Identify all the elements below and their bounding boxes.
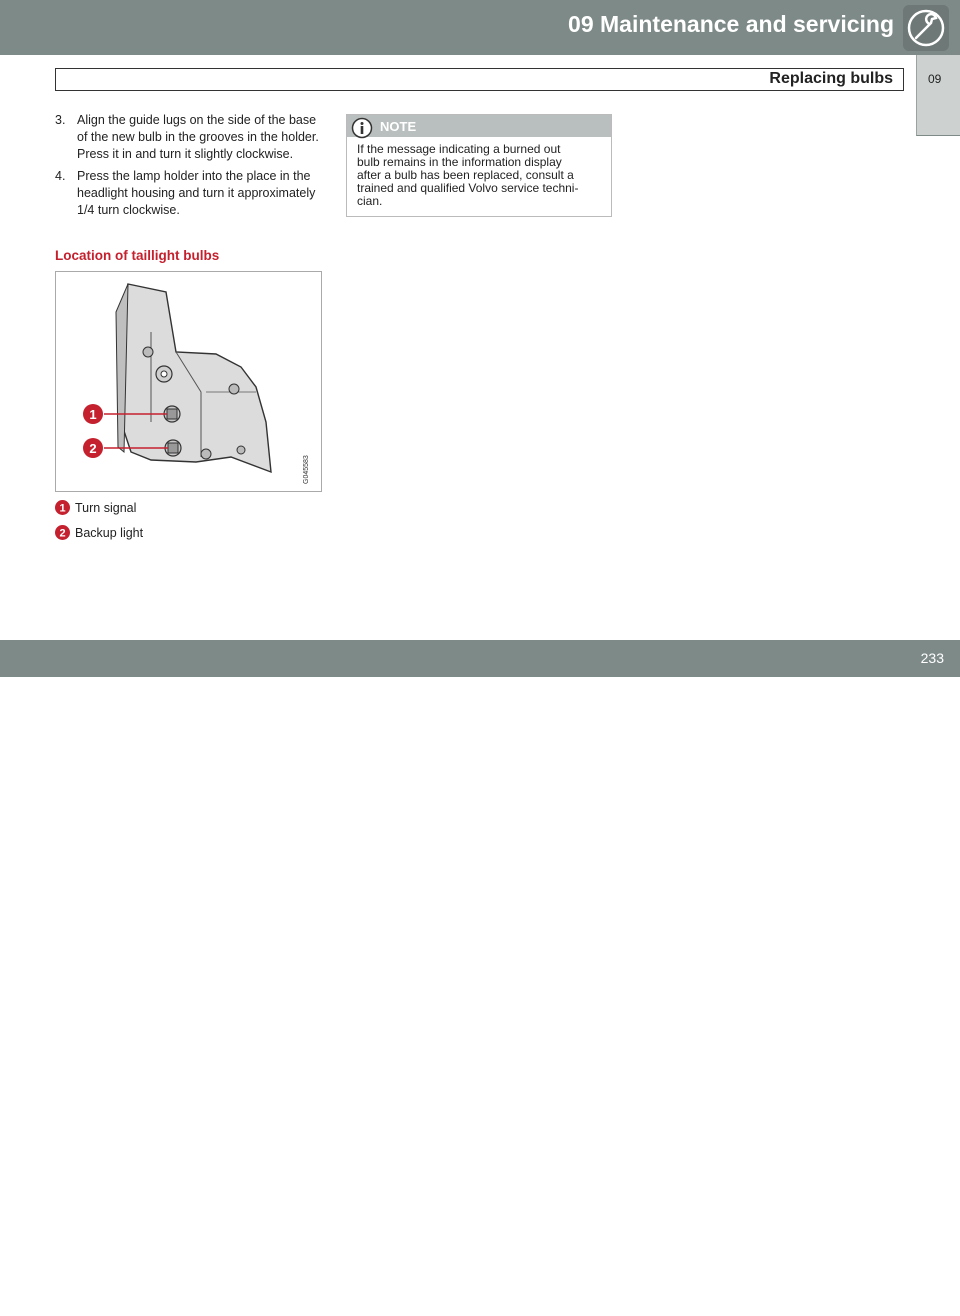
note-box — [346, 114, 612, 217]
step-number: 3. — [55, 113, 66, 127]
page-footer — [0, 640, 960, 1315]
note-line: bulb remains in the information display — [357, 155, 562, 169]
section-title-bar — [55, 68, 904, 91]
legend-item — [55, 500, 136, 515]
legend-item — [55, 525, 143, 540]
svg-text:2: 2 — [59, 527, 66, 540]
watermark: carmanualsonline.info — [585, 1288, 851, 1315]
chapter-side-tab — [916, 55, 960, 136]
figure-code: G045583 — [303, 455, 310, 484]
step-text: Align the guide lugs on the side of the base of the new bulb in the grooves in the holder. Press it in and turn it slightly clockwise. — [77, 113, 319, 161]
callout-1-label: 1 — [89, 407, 97, 422]
note-header — [347, 115, 611, 137]
section-title: Replacing bulbs — [769, 70, 893, 87]
callout-2-label: 2 — [89, 441, 97, 456]
side-tab-label: 09 — [928, 72, 942, 86]
instruction-steps — [55, 112, 325, 224]
step-text: Press the lamp holder into the place in the headlight housing and turn it approximately 1/4 turn clockwise. — [77, 169, 316, 217]
note-label: NOTE — [380, 119, 417, 134]
taillight-illustration — [56, 272, 321, 491]
svg-text:1: 1 — [59, 502, 66, 515]
step-item — [55, 112, 325, 163]
note-line: If the message indicating a burned out — [357, 142, 561, 156]
note-line: after a bulb has been replaced, consult a — [357, 168, 574, 182]
subheading: Location of taillight bulbs — [55, 248, 220, 263]
note-line: trained and qualified Volvo service techni- — [357, 181, 579, 195]
note-line: cian. — [357, 194, 383, 208]
wrench-gear-icon — [902, 4, 950, 52]
chapter-title: 09 Maintenance and servicing — [568, 11, 894, 37]
note-body — [347, 137, 611, 208]
chapter-header — [0, 0, 960, 55]
taillight-figure — [55, 271, 322, 492]
step-item — [55, 168, 325, 219]
step-number: 4. — [55, 169, 66, 183]
page-number: 233 — [920, 650, 944, 666]
legend-label: Turn signal — [75, 500, 137, 515]
info-icon — [351, 117, 373, 139]
number-2-badge-icon — [55, 525, 70, 540]
number-1-badge-icon — [55, 500, 70, 515]
legend-label: Backup light — [75, 525, 144, 540]
